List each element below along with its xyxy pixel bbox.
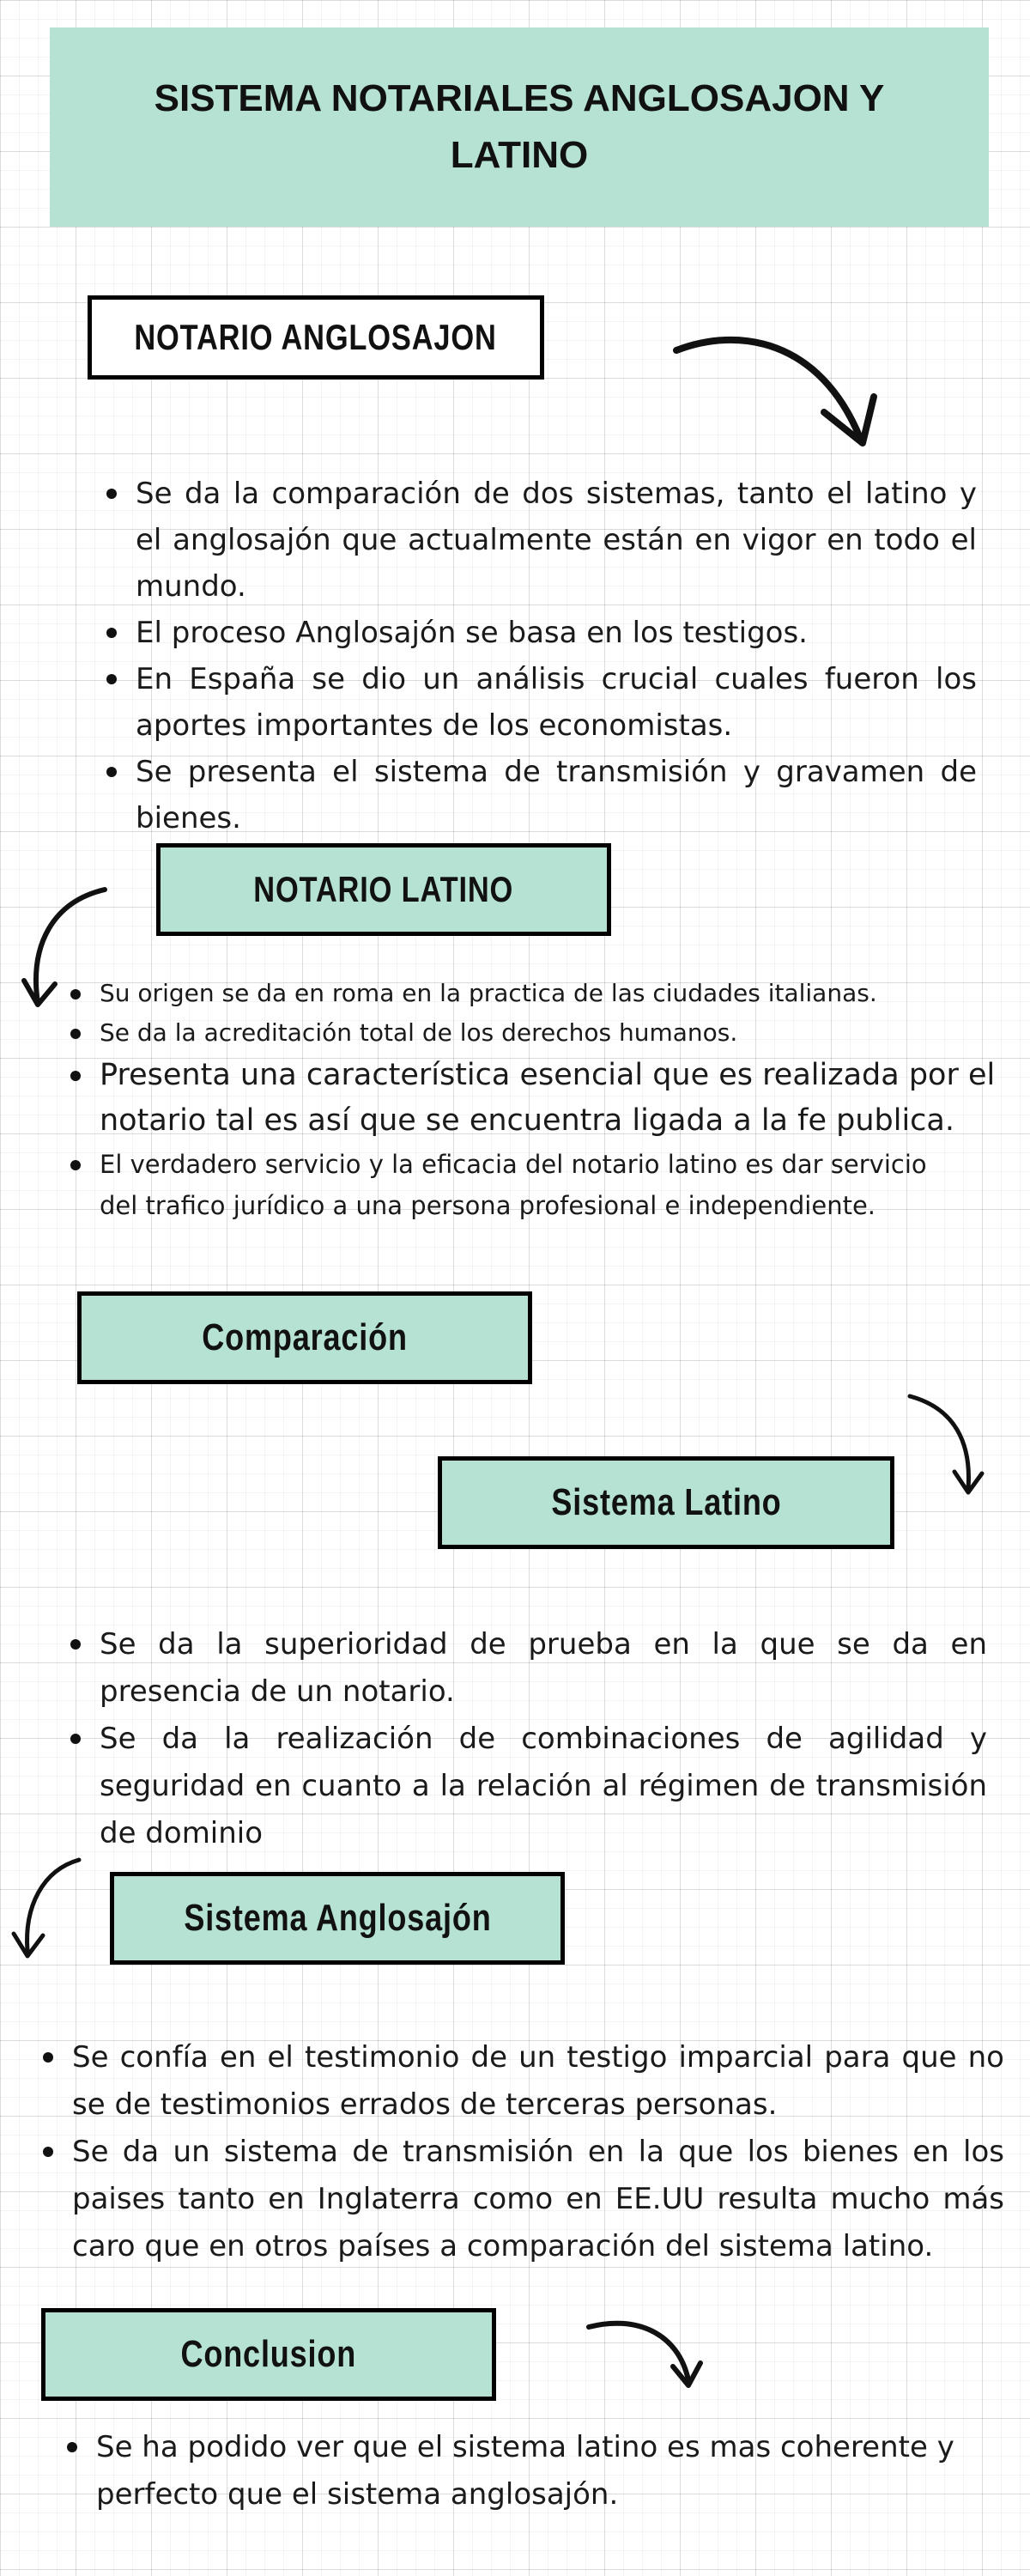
list-item: Se presenta el sistema de transmisión y gravamen de bienes. bbox=[103, 749, 977, 841]
latino-list bbox=[67, 974, 1030, 1226]
list-item: Su origen se da en roma en la practica de las ciudades italianas. bbox=[67, 974, 1030, 1013]
heading-notario-anglosajon: NOTARIO ANGLOSAJON bbox=[88, 295, 544, 380]
list-item: Se confía en el testimonio de un testigo imparcial para que no se de testimonios errados de terceras personas. bbox=[39, 2034, 1004, 2129]
list-item: Se da la superioridad de prueba en la que se da en presencia de un notario. bbox=[67, 1621, 987, 1716]
list-item: Se da la comparación de dos sistemas, tanto el latino y el anglosajón que actualmente están en vigor en todo el mundo. bbox=[103, 471, 977, 610]
curved-arrow-icon bbox=[584, 2312, 704, 2397]
list-item: Se da la realización de combinaciones de agilidad y seguridad en cuanto a la relación al régimen de transmisión de dominio bbox=[67, 1716, 987, 1857]
heading-conclusion: Conclusion bbox=[41, 2308, 496, 2401]
curved-arrow-icon bbox=[9, 1855, 86, 1966]
heading-sistema-latino: Sistema Latino bbox=[438, 1456, 894, 1549]
heading-sistema-anglosajon: Sistema Anglosajón bbox=[110, 1872, 565, 1965]
heading-comparacion: Comparación bbox=[77, 1291, 532, 1384]
list-item: Se da un sistema de transmisión en la que los bienes en los paises tanto en Inglaterra como en EE.UU resulta mucho más caro que en otros países a comparación del sistema latino. bbox=[39, 2129, 1004, 2270]
list-item: El verdadero servicio y la eficacia del notario latino es dar servicio del trafico jurídico a una persona profesional e independiente. bbox=[67, 1144, 1030, 1226]
sistema-anglosajon-list bbox=[39, 2034, 1004, 2270]
curved-arrow-icon bbox=[901, 1389, 987, 1501]
title-banner bbox=[50, 27, 989, 227]
list-item: En España se dio un análisis crucial cuales fueron los aportes importantes de los economistas. bbox=[103, 656, 977, 749]
curved-arrow-icon bbox=[670, 326, 884, 455]
sistema-latino-list bbox=[67, 1621, 987, 1857]
list-item: El proceso Anglosajón se basa en los testigos. bbox=[103, 610, 977, 656]
list-item: Presenta una característica esencial que es realizada por el notario tal es así que se encuentra ligada a la fe publica. bbox=[67, 1053, 1030, 1144]
list-item: Se da la acreditación total de los derechos humanos. bbox=[67, 1013, 1030, 1053]
conclusion-list bbox=[64, 2424, 1008, 2518]
list-item: Se ha podido ver que el sistema latino es mas coherente y perfecto que el sistema anglosajón. bbox=[64, 2424, 1008, 2518]
anglosajon-list bbox=[103, 471, 977, 841]
heading-notario-latino: NOTARIO LATINO bbox=[156, 843, 611, 936]
page-title: SISTEMA NOTARIALES ANGLOSAJON Y LATINO bbox=[154, 77, 885, 176]
